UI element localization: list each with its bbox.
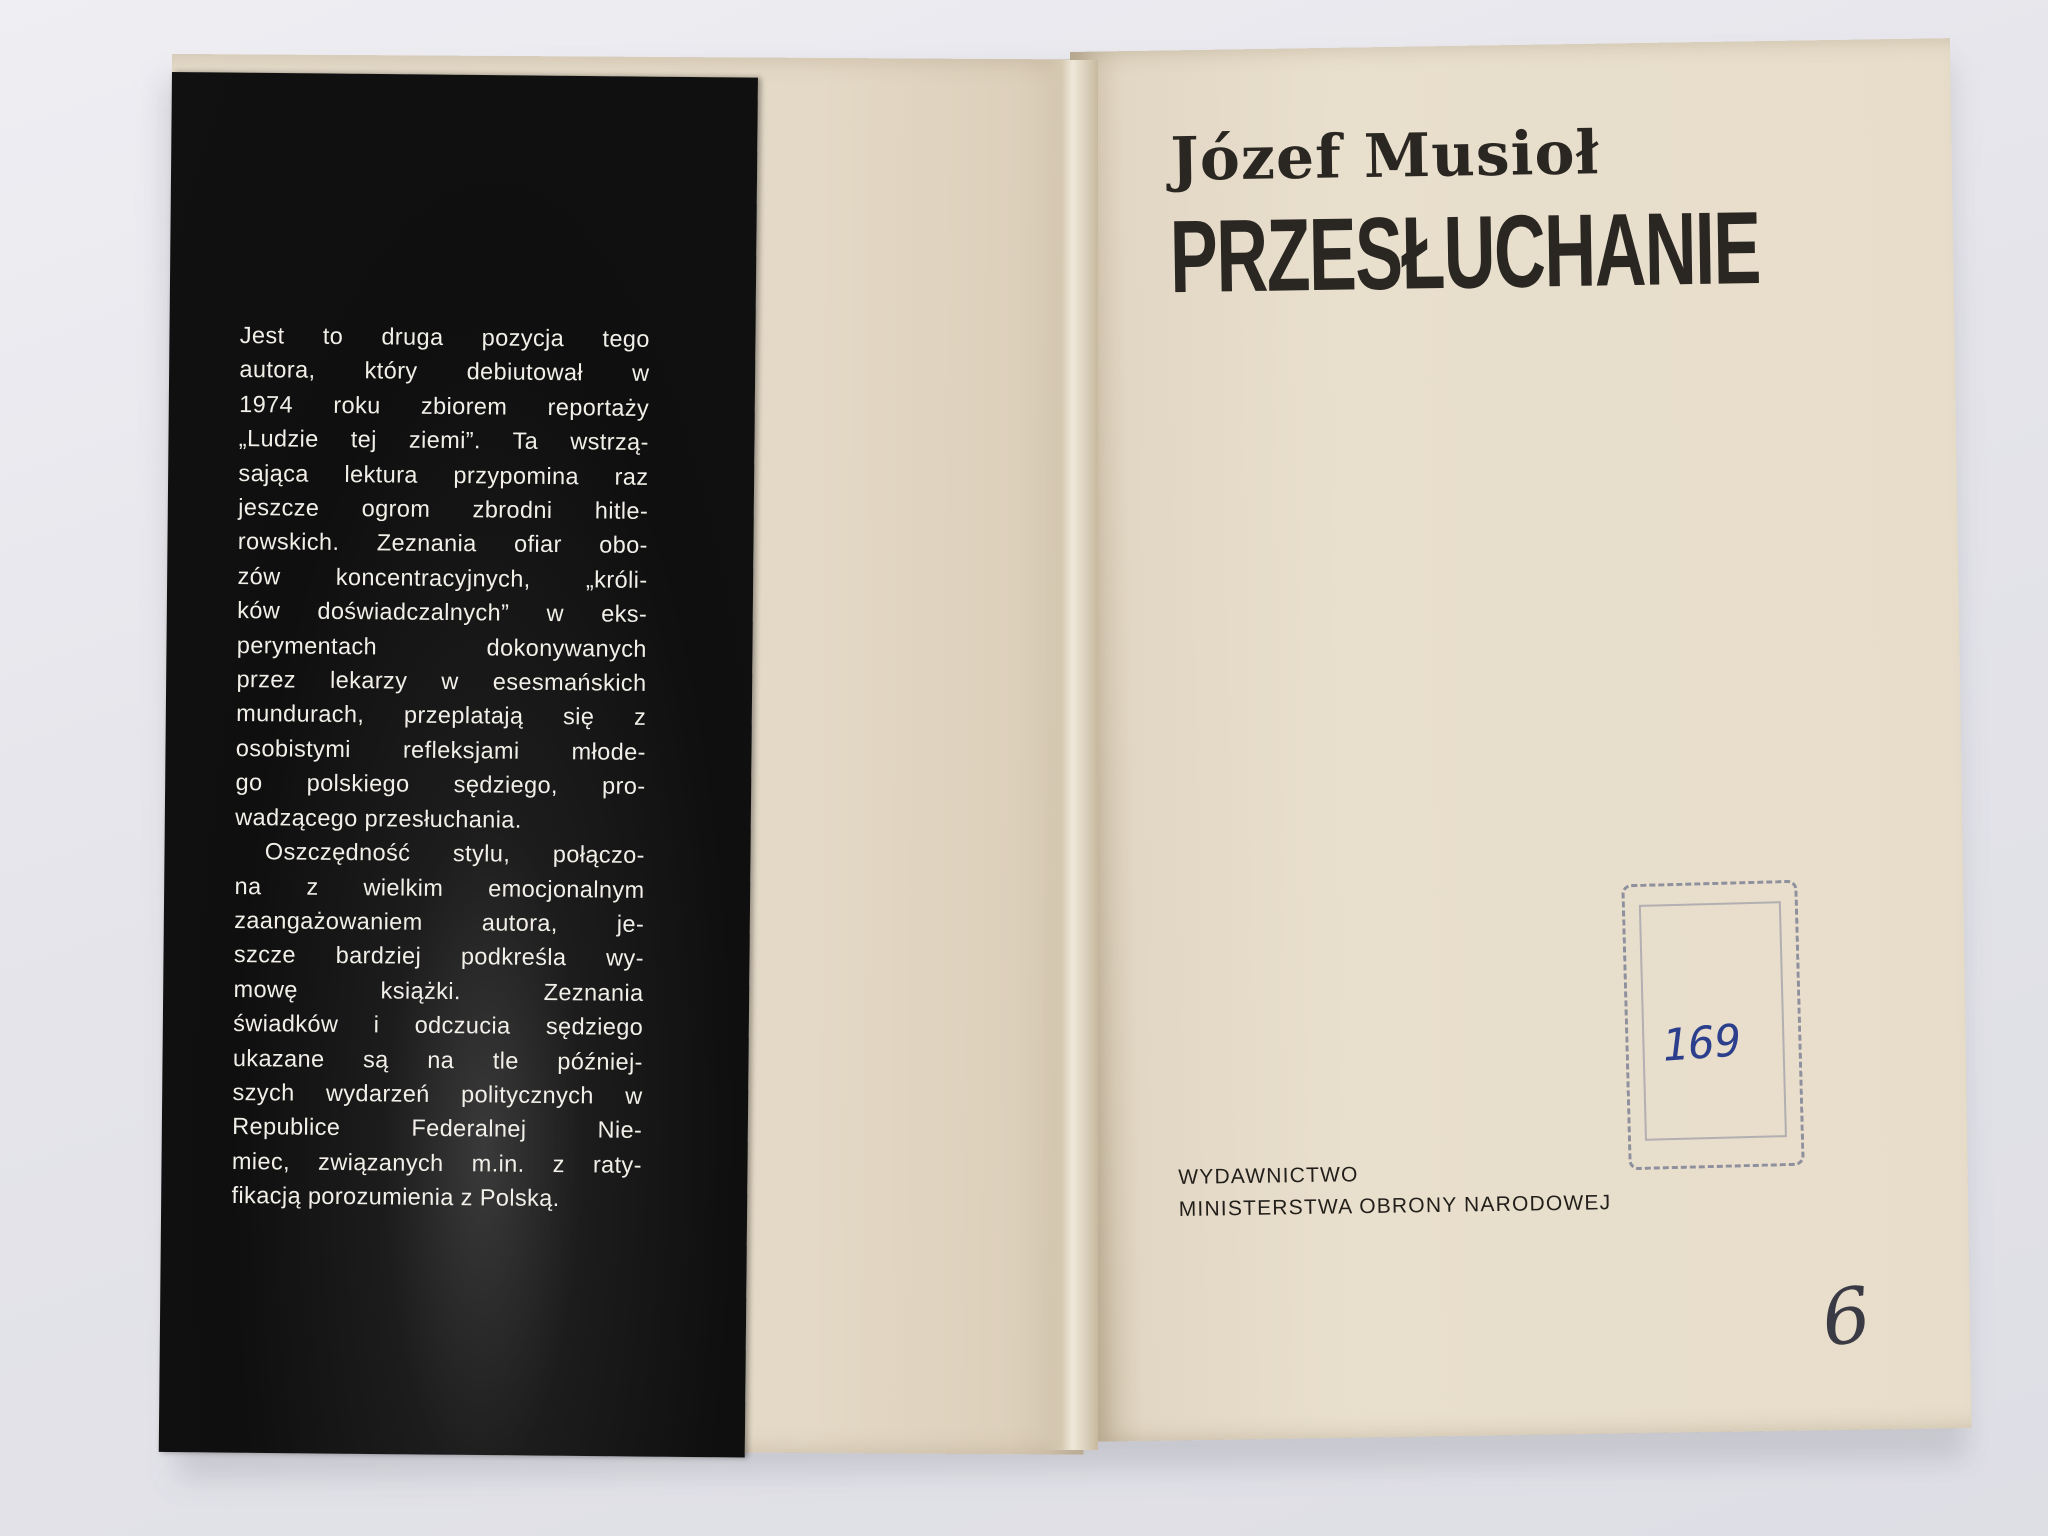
blurb-line: rowskich. Zeznania ofiar obo- <box>237 528 648 559</box>
blurb-line: mundurach, przeplatają się z <box>236 700 647 731</box>
blurb-line: 1974 roku zbiorem reportaży <box>239 390 650 421</box>
blurb-line: miec, związanych m.in. z raty- <box>231 1147 643 1178</box>
book-title: PRZESŁUCHANIE <box>1169 191 1761 315</box>
blurb-line: ków doświadczalnych” w eks- <box>237 597 648 628</box>
blurb-line: autora, który debiutował w <box>239 356 650 387</box>
blurb-line: Jest to druga pozycja tego <box>239 321 650 352</box>
blurb-line: zaangażowaniem autora, je- <box>234 906 645 937</box>
blurb-line: osobistymi refleksjami młode- <box>235 734 646 765</box>
blurb-line: wadzącego przesłuchania. <box>235 803 522 833</box>
title-block <box>1169 118 1927 315</box>
handwritten-mark: 6 <box>1816 1269 1877 1364</box>
blurb-line: przez lekarzy w esesmańskich <box>236 666 647 696</box>
blurb-line: szcze bardziej podkreśla wy- <box>233 941 644 972</box>
publisher-block <box>1178 1155 1612 1226</box>
blurb-line: mowę książki. Zeznania <box>233 975 644 1006</box>
stamp-number: 169 <box>1660 1015 1744 1072</box>
flap-blurb <box>231 318 650 1216</box>
blurb-line: jeszcze ogrom zbrodni hitle- <box>238 494 649 524</box>
blurb-line: zów koncentracyjnych, „króli- <box>237 562 648 593</box>
book-gutter <box>1042 60 1098 1450</box>
blurb-line: perymentach dokonywanych <box>236 631 647 662</box>
blurb-line: szych wydarzeń politycznych w <box>232 1078 643 1109</box>
blurb-line: sająca lektura przypomina raz <box>238 459 649 490</box>
publisher-line-2: MINISTERSTWA OBRONY NARODOWEJ <box>1178 1191 1612 1221</box>
blurb-line: go polskiego sędziego, pro- <box>235 769 646 800</box>
blurb-line: świadków i odczucia sędziego <box>233 1010 644 1041</box>
blurb-line: na z wielkim emocjonalnym <box>234 872 645 903</box>
publisher-line-1: WYDAWNICTWO <box>1178 1163 1359 1189</box>
blurb-line: „Ludzie tej ziemi”. Ta wstrzą- <box>238 425 649 456</box>
blurb-line: Republice Federalnej Nie- <box>232 1113 643 1144</box>
blurb-line: fikacją porozumienia z Polską. <box>231 1182 560 1212</box>
author-name: Józef Musioł <box>1169 118 1601 195</box>
blurb-line: ukazane są na tle później- <box>232 1044 644 1075</box>
blurb-line: Oszczędność stylu, połączo- <box>264 838 645 869</box>
